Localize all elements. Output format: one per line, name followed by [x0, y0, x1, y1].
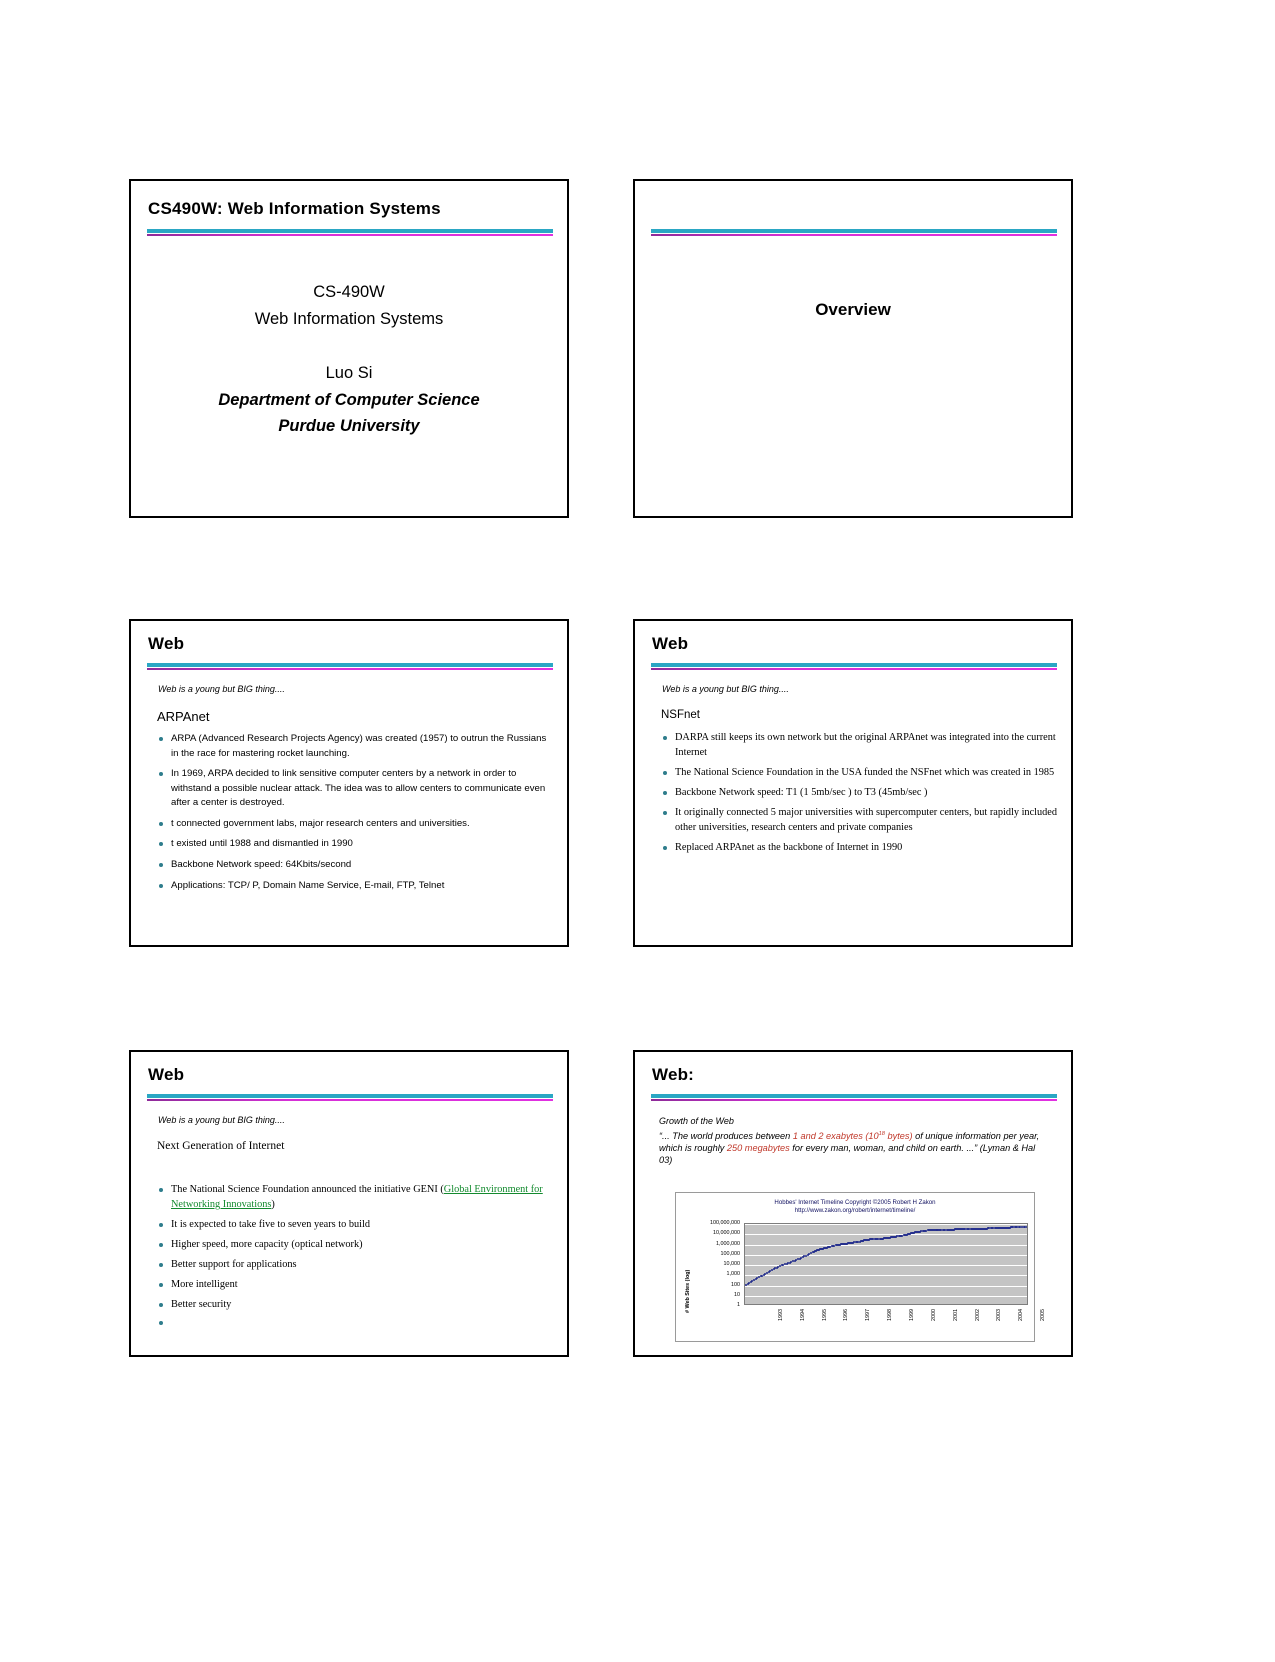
title-rule — [147, 229, 553, 236]
rule-top-bar — [147, 1094, 553, 1098]
chart-y-tick-label: 1,000,000 — [716, 1240, 740, 1247]
bullet-list — [157, 1183, 555, 1327]
rule-top-bar — [147, 663, 553, 667]
list-item: It originally connected 5 major universities with supercomputer centers, but rapidly included other universities, research centers and private companies — [661, 806, 1061, 836]
author-university: Purdue University — [278, 417, 420, 436]
quote-part-2: of unique information per year, which is roughly — [659, 1131, 1040, 1153]
chart-x-tick-label: 2002 — [974, 1309, 981, 1321]
chart-gridline — [745, 1286, 1027, 1287]
slide-subhead: Web is a young but BIG thing.... — [662, 684, 789, 694]
slide-geni-slide — [129, 1050, 569, 1357]
title-rule — [651, 1094, 1057, 1101]
bullet-list — [157, 732, 553, 893]
chart-y-tick-label: 100,000 — [720, 1250, 740, 1257]
chart-title-text: Hobbes' Internet Timeline Copyright ©2005 Robert H Zakon — [774, 1199, 936, 1206]
chart-y-tick-label: 100 — [731, 1281, 740, 1288]
chart-title — [676, 1199, 1034, 1214]
chart-y-axis-label: # Web Sites (log) — [685, 1269, 691, 1313]
slide-title-slide — [129, 179, 569, 518]
list-item: The National Science Foundation in the USA funded the NSFnet which was created in 1985 — [661, 766, 1061, 781]
chart-data-point — [1027, 1226, 1028, 1228]
chart-gridline — [745, 1245, 1027, 1246]
list-item: Backbone Network speed: T1 (1 5mb/sec ) to T3 (45mb/sec ) — [661, 786, 1061, 801]
list-item: It is expected to take five to seven years to build — [157, 1218, 555, 1233]
chart-x-tick-label: 1993 — [777, 1309, 784, 1321]
chart-y-tick-label: 10 — [734, 1291, 740, 1298]
chart-gridline — [745, 1234, 1027, 1235]
chart-gridline — [745, 1296, 1027, 1297]
quote-highlight-1-exponent: 18 — [878, 1131, 885, 1137]
page-title: Web — [148, 634, 185, 653]
list-item: ARPA (Advanced Research Projects Agency) was created (1957) to outrun the Russians in the race for mastering rocket launching. — [157, 732, 553, 761]
page-title: Web: — [652, 1065, 695, 1084]
list-item: Better security — [157, 1298, 555, 1313]
chart-y-tick-label: 10,000 — [723, 1261, 740, 1267]
title-rule — [147, 1094, 553, 1101]
geni-text-pre: The National Science Foundation announced the initiative GENI ( — [171, 1184, 444, 1195]
list-item-geni — [157, 1183, 555, 1213]
author-name: Luo Si — [325, 364, 373, 382]
quote-part-1: “... The world produces between — [659, 1131, 793, 1142]
section-label: ARPAnet — [157, 709, 210, 724]
rule-top-bar — [651, 229, 1057, 233]
quote-highlight-1b: bytes) — [884, 1131, 913, 1142]
quote-highlight-1: 1 and 2 exabytes (10 — [792, 1131, 879, 1142]
page-title: CS490W: Web Information Systems — [148, 199, 441, 218]
chart-gridline — [745, 1224, 1027, 1225]
chart-y-tick-label: 1 — [737, 1302, 740, 1308]
growth-quote — [659, 1131, 1051, 1166]
rule-bottom-bar — [651, 1099, 1057, 1101]
chart-gridline — [745, 1275, 1027, 1276]
title-author-block — [131, 360, 567, 440]
growth-chart — [675, 1192, 1047, 1342]
slide-subhead: Growth of the Web — [659, 1116, 734, 1126]
slide-nsfnet-slide — [633, 619, 1073, 947]
slide-subhead: Web is a young but BIG thing.... — [158, 684, 285, 694]
chart-gridline — [745, 1255, 1027, 1256]
title-rule — [147, 663, 553, 670]
list-item — [157, 1317, 555, 1327]
chart-x-tick-label: 1999 — [909, 1309, 915, 1321]
list-item: Replaced ARPAnet as the backbone of Internet in 1990 — [661, 841, 1061, 856]
course-code: CS-490W — [313, 283, 385, 301]
chart-y-tick-label: 1,000 — [726, 1271, 740, 1278]
rule-top-bar — [147, 229, 553, 233]
list-item: Better support for applications — [157, 1258, 555, 1273]
chart-x-tick-label: 2000 — [930, 1309, 937, 1321]
quote-highlight-2: 250 megabytes — [726, 1142, 790, 1153]
chart-gridline — [745, 1265, 1027, 1266]
rule-top-bar — [651, 663, 1057, 667]
chart-subtitle-url: http://www.zakon.org/robert/internet/timeline/ — [794, 1206, 916, 1214]
author-department: Department of Computer Science — [218, 390, 480, 409]
chart-x-tick-label: 1997 — [865, 1309, 872, 1321]
list-item: Applications: TCP/ P, Domain Name Service, E-mail, FTP, Telnet — [157, 879, 553, 894]
chart-x-tick-label: 2005 — [1040, 1309, 1047, 1321]
rule-top-bar — [651, 1094, 1057, 1098]
title-body — [131, 279, 567, 332]
course-name: Web Information Systems — [254, 309, 444, 328]
slide-arpanet-slide — [129, 619, 569, 947]
chart-x-tick-label: 1995 — [821, 1309, 828, 1321]
list-item: More intelligent — [157, 1278, 555, 1293]
page-title: Web — [148, 1065, 185, 1084]
list-item: Backbone Network speed: 64Kbits/second — [157, 858, 553, 873]
chart-x-tick-label: 1994 — [799, 1309, 806, 1321]
geni-link[interactable]: Global Environment for Networking Innovations — [171, 1184, 543, 1210]
list-item: In 1969, ARPA decided to link sensitive computer centers by a network in order to withstand a possible nuclear attack. The idea was to allow centers to communicate even after a center is destroyed. — [157, 767, 553, 811]
list-item: t connected government labs, major research centers and universities. — [157, 817, 553, 832]
chart-plot-area — [744, 1223, 1028, 1305]
list-item: t existed until 1988 and dismantled in 1990 — [157, 837, 553, 852]
chart-x-tick-label: 1998 — [887, 1309, 894, 1321]
quote-part-3: for every man, woman, and child on earth. ...” (Lyman & Hal 03) — [659, 1142, 1036, 1165]
list-item: Higher speed, more capacity (optical network) — [157, 1238, 555, 1253]
slide-growth-slide — [633, 1050, 1073, 1357]
page-title: Web — [652, 634, 689, 653]
section-label: Next Generation of Internet — [157, 1140, 285, 1152]
list-item: DARPA still keeps its own network but the original ARPAnet was integrated into the current Internet — [661, 731, 1061, 761]
chart-x-tick-label: 2001 — [952, 1309, 959, 1321]
section-label: NSFnet — [661, 709, 700, 721]
overview-heading: Overview — [815, 300, 891, 319]
slide-subhead: Web is a young but BIG thing.... — [158, 1115, 285, 1125]
title-rule — [651, 663, 1057, 670]
chart-x-tick-label: 1996 — [843, 1309, 850, 1321]
rule-bottom-bar — [651, 668, 1057, 670]
bullet-list — [661, 731, 1061, 855]
chart-y-tick-label: 100,000,000 — [710, 1220, 740, 1226]
rule-bottom-bar — [651, 234, 1057, 236]
chart-y-tick-label: 10,000,000 — [713, 1230, 740, 1237]
geni-text-post: ) — [271, 1198, 275, 1210]
chart-x-tick-label: 2003 — [996, 1309, 1003, 1321]
rule-bottom-bar — [147, 1099, 553, 1101]
rule-bottom-bar — [147, 668, 553, 670]
title-rule — [651, 229, 1057, 236]
rule-bottom-bar — [147, 234, 553, 236]
chart-x-tick-label: 2004 — [1018, 1309, 1025, 1321]
slide-overview-slide — [633, 179, 1073, 518]
